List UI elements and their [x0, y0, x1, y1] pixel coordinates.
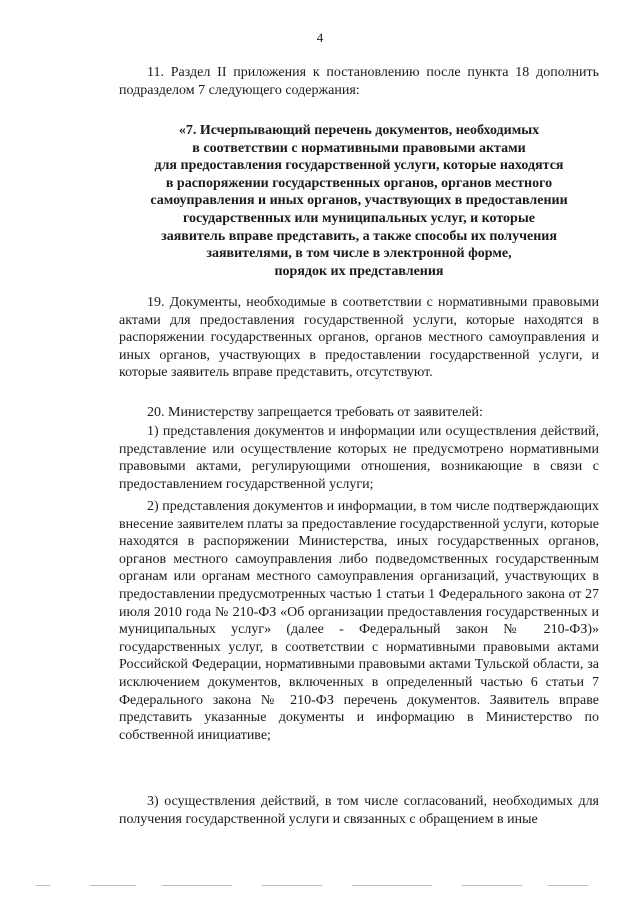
- page-number: 4: [316, 30, 324, 45]
- section-heading: [119, 122, 599, 280]
- paragraph-19: 19. Документы, необходимые в соответствии с нормативными правовыми актами для предоставления государственной услуги, которые находятся в распоряжении государственных органов, органов местного самоуправления и иных органов, участвующих в предоставлении государственной услуги, и которые заявитель вправе представить, отсутствуют.: [119, 295, 599, 381]
- heading-line: государственных или муниципальных услуг, и которые: [183, 210, 535, 226]
- heading-line: самоуправления и иных органов, участвующих в предоставлении: [150, 193, 568, 209]
- list-item-3: 3) осуществления действий, в том числе согласований, необходимых для получения государственной услуги и связанных с обращением в иные: [119, 794, 599, 827]
- scan-artifact: [548, 885, 588, 886]
- scan-artifact: [262, 885, 322, 886]
- heading-line: заявитель вправе представить, а также способы их получения: [161, 228, 557, 244]
- scan-artifact: [36, 885, 50, 886]
- heading-line: «7. Исчерпывающий перечень документов, необходимых: [178, 123, 540, 138]
- heading-line: заявителями, в том числе в электронной форме,: [206, 246, 512, 262]
- heading-line: для предоставления государственной услуги, которые находятся: [154, 158, 564, 174]
- scan-artifact: [162, 885, 232, 886]
- intro-paragraph: 11. Раздел II приложения к постановлению после пункта 18 дополнить подразделом 7 следующего содержания:: [119, 65, 599, 98]
- heading-line: порядок их представления: [274, 263, 444, 279]
- scan-artifact: [352, 885, 432, 886]
- paragraph-20: 20. Министерству запрещается требовать от заявителей:: [147, 405, 483, 420]
- scan-artifact: [462, 885, 522, 886]
- list-item-2: 2) представления документов и информации, в том числе подтверждающих внесение заявителем платы за предоставление государственной услуги, которые находятся в распоряжении Министерства, иных государственных органов, органов местного самоуправления либо подведомственных государственным органам или органам местного самоуправления организаций, участвующих в предоставлении предусмотренных частью 1 статьи 1 Федерального закона от 27 июля 2010 года № 210-ФЗ «Об организации предоставления государственных и муниципальных услуг» (далее - Федеральный закон № 210-ФЗ)» государственных услуг, в соответствии с нормативными правовыми актами Российской Федерации, нормативными правовыми актами Тульской области, за исключением документов, включенных в определенный частью 6 статьи 7 Федерального закона № 210-ФЗ перечень документов. Заявитель вправе представить указанные документы и информацию в Министерство по собственной инициативе;: [119, 499, 599, 743]
- heading-line: в соответствии с нормативными правовыми актами: [192, 140, 526, 156]
- scan-artifact: [90, 885, 136, 886]
- heading-line: в распоряжении государственных органов, органов местного: [165, 175, 553, 191]
- list-item-1: 1) представления документов и информации или осуществления действий, представление или осуществление которых не предусмотрено нормативными правовыми актами, регулирующими отношения, возникающие в связи с предоставлением государственной услуги;: [119, 424, 599, 492]
